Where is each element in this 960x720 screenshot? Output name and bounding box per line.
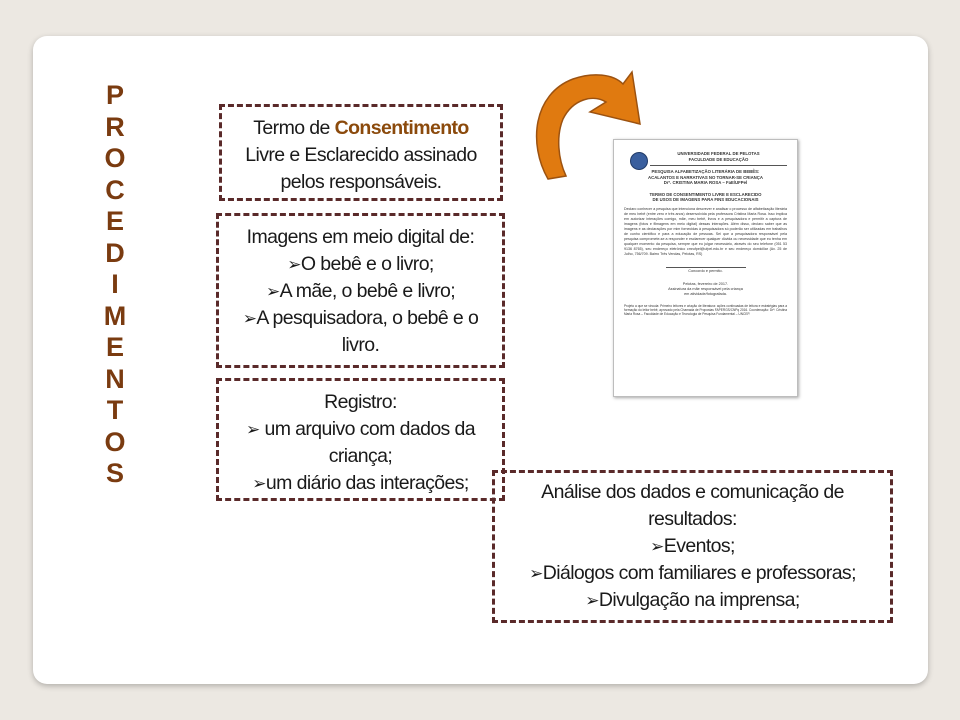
- title-letter: S: [105, 458, 124, 488]
- record-box: [216, 378, 505, 501]
- analysis-heading: Análise dos dados e comunicação de: [541, 481, 844, 503]
- title-letter: O: [104, 143, 126, 173]
- list-item-text: O bebê e o livro;: [300, 253, 434, 275]
- arrow-bullet-icon: ➢: [265, 282, 280, 301]
- list-item-text: um arquivo com dados da: [259, 418, 476, 440]
- doc-signature-line: [666, 267, 746, 268]
- images-heading: Imagens em meio digital de:: [246, 226, 475, 248]
- list-item: [495, 587, 890, 614]
- list-item-text: Diálogos com familiares e professoras;: [542, 562, 856, 584]
- arrow-bullet-icon: ➢: [242, 309, 257, 328]
- title-letter: D: [105, 237, 125, 268]
- analysis-heading-cont: resultados:: [648, 508, 737, 530]
- arrow-bullet-icon: ➢: [252, 474, 266, 493]
- doc-body: Declaro conhecer a pesquisa que intenciona descrever e analisar o processo de alfabetização literária de meu bebê (entre zero e três anos) desenvolvida pela professora Cristina Maria Rosa. Isso implica em autorizar interações comigo, mãe, meu bebê, livros e a pesquisadora e permitir a captura de imagens (fotos e filmagens em meio digital) dessas interações. Além disso, declaro saber que as imagens e as declarações por mim fornecidas à pesquisadora só poderão ser utilizadas em trabalhos de cunho científico e para a educação de pessoas. Sei que a pesquisadora responsável pela pesquisa compromete-se a responder e esclarecer qualquer dúvida ou necessidade que eu tenha em qualquer momento da pesquisa, sempre que eu julgar necessário, através do seu telefone (051 53 9136 8765), seu endereço eletrônico cmrufpel@ufpel.edu.br e seu endereço domiciliar (Av. 25 de Julho, 756/709. Bairro Três Vendas, Pelotas, RS): [624, 206, 787, 256]
- list-item: [495, 560, 890, 587]
- arrow-bullet-icon: ➢: [585, 591, 599, 610]
- list-item: [495, 533, 890, 560]
- title-letter: T: [106, 395, 124, 425]
- doc-agree: Concordo e permito.: [688, 268, 723, 273]
- consent-highlight: Consentimento: [334, 117, 469, 139]
- list-item-text: A pesquisadora, o bebê e o: [256, 307, 479, 329]
- doc-footer: Projeto a que se vincula: Primeiro leitores e criação de literatura: ações continuadas de leitura e estratégias para a formação do leitor bebê, aprovado pela Chamada de Propostas FAPERGS/CNPq 2016. Coordenação: Drª. Cristina Maria Rosa – Faculdade de Educação e Tecnologia de Pesquisa Fundamental – UNCEP.: [624, 303, 787, 317]
- title-letter: P: [105, 80, 124, 110]
- doc-project-1: PESQUISA ALFABETIZAÇÃO LITERÁRIA DE BEBÊS:: [651, 169, 760, 174]
- consent-term-box: [219, 104, 503, 201]
- title-letter: N: [105, 363, 125, 394]
- title-letter: O: [104, 426, 126, 457]
- title-letter: M: [103, 300, 127, 331]
- title-letter: E: [105, 332, 124, 362]
- list-item: [219, 251, 502, 278]
- list-item: [219, 470, 502, 497]
- title-letter: I: [111, 269, 119, 299]
- consent-prefix: Termo de: [253, 117, 335, 139]
- doc-project-3: Drª. CRISTINA MARIA ROSA – FaE/UFPel: [663, 180, 748, 185]
- list-item-text: um diário das interações;: [265, 472, 469, 494]
- consent-line-1: [222, 115, 500, 142]
- title-letter: R: [105, 111, 125, 142]
- list-item-text: Divulgação na imprensa;: [598, 589, 800, 611]
- arrow-bullet-icon: ➢: [650, 537, 664, 556]
- doc-header-2: FACULDADE DE EDUCAÇÃO: [688, 156, 749, 162]
- vertical-title-procedimentos: [100, 80, 130, 490]
- doc-signature-1: Assinatura da mãe responsável pela criança: [668, 286, 743, 291]
- list-item: [219, 305, 502, 332]
- list-item-text: A mãe, o bebê e livro;: [279, 280, 456, 302]
- doc-rule: [650, 165, 787, 166]
- doc-project-2: ACALANTOS E NARRATIVAS NO TORNAR-SE CRIANÇA: [648, 174, 763, 180]
- doc-header-1: UNIVERSIDADE FEDERAL DE PELOTAS: [677, 151, 760, 156]
- digital-images-box: [216, 213, 505, 368]
- arrow-bullet-icon: ➢: [287, 255, 301, 274]
- record-heading: Registro:: [324, 391, 397, 413]
- doc-signature-2: em atividade/fotografada.: [684, 291, 727, 296]
- list-item-text: Eventos;: [663, 535, 735, 557]
- university-seal-icon: [630, 152, 648, 170]
- list-item-continuation: criança;: [328, 445, 393, 467]
- list-item: [219, 416, 502, 443]
- arrow-bullet-icon: ➢: [529, 564, 543, 583]
- consent-document-image: [613, 139, 798, 397]
- consent-line-3: pelos responsáveis.: [280, 171, 442, 193]
- title-letter: E: [105, 206, 124, 236]
- arrow-bullet-icon: ➢: [245, 420, 260, 439]
- analysis-box: [492, 470, 893, 623]
- list-item-continuation: livro.: [341, 334, 380, 356]
- doc-place-date: Pelotas, fevereiro de 2017.: [682, 281, 729, 286]
- consent-line-2: Livre e Esclarecido assinado: [245, 144, 477, 166]
- doc-term-2: DE USOS DE IMAGENS PARA FINS EDUCACIONAIS: [652, 197, 759, 202]
- doc-term-1: TERMO DE CONSENTIMENTO LIVRE E ESCLARECIDO: [649, 191, 762, 197]
- list-item: [219, 278, 502, 305]
- title-letter: C: [105, 174, 125, 205]
